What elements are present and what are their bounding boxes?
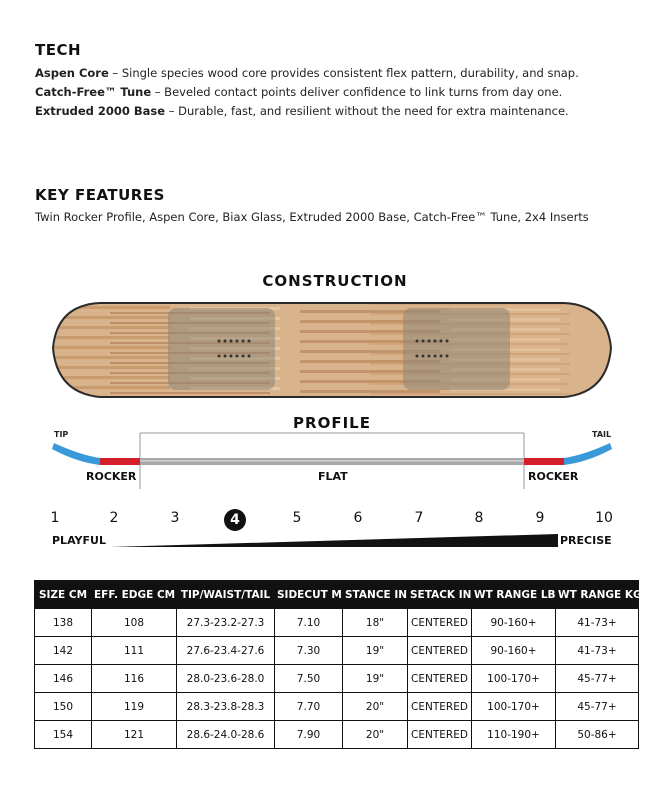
table-cell: 138 [35,609,92,637]
construction-title: CONSTRUCTION [262,272,408,290]
profile-rocker-right [524,458,564,465]
table-cell: 41-73+ [556,637,639,665]
rocker-left-label: ROCKER [86,470,137,483]
col-header: SIDECUT M [275,581,343,609]
col-header: TIP/WAIST/TAIL [177,581,275,609]
key-features-heading: KEY FEATURES [35,186,165,204]
table-cell: 150 [35,693,92,721]
table-cell: 27.3-23.2-27.3 [177,609,275,637]
table-cell: 108 [92,609,177,637]
table-row [35,721,639,749]
table-cell: 28.3-23.8-28.3 [177,693,275,721]
wood-core [50,296,614,404]
table-cell: 142 [35,637,92,665]
col-header: SIZE CM [35,581,92,609]
table-cell: 28.6-24.0-28.6 [177,721,275,749]
tech-item-base [35,104,569,118]
tech-item-catch-free [35,85,562,99]
col-header: SETACK IN [408,581,472,609]
flat-label: FLAT [318,470,348,483]
tech-item-desc: – Durable, fast, and resilient without the need for extra maintenance. [165,104,569,118]
tech-item-aspen-core [35,66,579,80]
board-construction-graphic [50,296,614,404]
table-row [35,609,639,637]
tech-item-name: Catch-Free™ Tune [35,85,152,99]
table-cell: CENTERED [408,609,472,637]
table-cell: 7.90 [275,721,343,749]
tech-item-name: Aspen Core [35,66,109,80]
tech-item-name: Extruded 2000 Base [35,104,166,118]
precise-label: PRECISE [560,534,612,547]
profile-diagram [40,425,630,495]
col-header: EFF. EDGE CM [92,581,177,609]
table-cell: CENTERED [408,721,472,749]
table-cell: 146 [35,665,92,693]
table-cell: 121 [92,721,177,749]
table-cell: 45-77+ [556,665,639,693]
col-header: WT RANGE KG [556,581,639,609]
flex-scale-6: 6 [353,510,363,526]
table-cell: 19" [343,665,408,693]
insert-pad-left [168,308,275,390]
profile-rocker-left [100,458,140,465]
playful-label: PLAYFUL [52,534,106,547]
flex-scale-5: 5 [292,510,302,526]
table-cell: 116 [92,665,177,693]
table-cell: 100-170+ [472,665,556,693]
table-cell: 7.70 [275,693,343,721]
table-cell: 154 [35,721,92,749]
flex-scale-3: 3 [170,510,180,526]
flex-wedge [110,534,558,547]
table-cell: 50-86+ [556,721,639,749]
flex-scale-10: 10 [595,510,613,526]
table-cell: 18" [343,609,408,637]
specs-table [34,580,642,749]
table-cell: 20" [343,721,408,749]
table-cell: 119 [92,693,177,721]
tail-label: TAIL [592,430,612,439]
col-header: WT RANGE LB [472,581,556,609]
col-header: STANCE IN [343,581,408,609]
table-cell: 7.10 [275,609,343,637]
table-cell: 110-190+ [472,721,556,749]
flex-scale-8: 8 [474,510,484,526]
table-cell: 45-77+ [556,693,639,721]
table-cell: 100-170+ [472,693,556,721]
table-cell: 7.30 [275,637,343,665]
table-cell: CENTERED [408,693,472,721]
flex-scale-7: 7 [414,510,424,526]
flex-scale-1: 1 [50,510,60,526]
table-cell: CENTERED [408,637,472,665]
insert-pad-right [403,308,510,390]
table-row [35,693,639,721]
table-cell: 90-160+ [472,609,556,637]
profile-title: PROFILE [293,414,371,432]
table-cell: CENTERED [408,665,472,693]
table-cell: 19" [343,637,408,665]
rocker-right-label: ROCKER [528,470,579,483]
table-cell: 41-73+ [556,609,639,637]
tech-item-desc: – Single species wood core provides consistent flex pattern, durability, and snap. [108,66,579,80]
tech-item-desc: – Beveled contact points deliver confidence to link turns from day one. [151,85,563,99]
table-cell: 28.0-23.6-28.0 [177,665,275,693]
table-row [35,637,639,665]
table-cell: 20" [343,693,408,721]
table-cell: 7.50 [275,665,343,693]
flex-scale-4-selected: 4 [224,509,246,531]
tech-heading: TECH [35,41,82,59]
table-cell: 90-160+ [472,637,556,665]
table-cell: 27.6-23.4-27.6 [177,637,275,665]
flex-scale-2: 2 [109,510,119,526]
flex-scale-9: 9 [535,510,545,526]
table-row [35,665,639,693]
table-cell: 111 [92,637,177,665]
tip-label: TIP [54,430,69,439]
key-features-text: Twin Rocker Profile, Aspen Core, Biax Glass, Extruded 2000 Base, Catch-Free™ Tune, 2x4 Inserts [35,210,589,224]
table-header-row [35,581,639,609]
